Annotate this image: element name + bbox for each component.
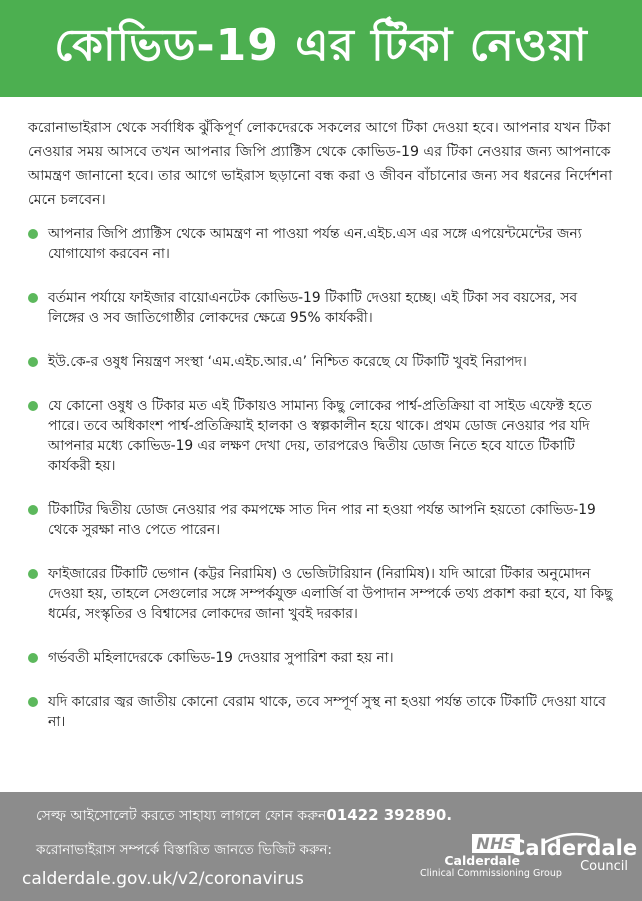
bullet-icon: [28, 697, 38, 707]
list-item: [28, 352, 616, 372]
bullet-icon: [28, 401, 38, 411]
help-text: সেল্ফ আইসোলেট করতে সাহায্য লাগলে ফোন করুন: [36, 808, 327, 824]
list-item-text: টিকাটির দ্বিতীয় ডোজ নেওয়ার পর কমপক্ষে সাত দিন পার না হওয়া পর্যন্ত আপনি হয়তো কোভিড-19 থেকে সুরক্ষা নাও পেতে পারেন।: [48, 502, 596, 538]
bullet-icon: [28, 505, 38, 515]
main-content: [28, 116, 616, 756]
list-item-text: যদি কারোর জ্বর জাতীয় কোনো বেরাম থাকে, তবে সম্পূর্ণ সুস্থ না হওয়া পর্যন্ত তাকে টিকাটি দেওয়া যাবে না।: [48, 694, 606, 730]
info-text: করোনাভাইরাস সম্পর্কে বিস্তারিত জানতে ভিজিট করুন:: [36, 842, 332, 858]
list-item-text: আপনার জিপি প্র্যাক্টিস থেকে আমন্ত্রণ না পাওয়া পর্যন্ত এন.এইচ.এস এর সঙ্গে এপয়েন্টমেন্টের জন্য যোগাযোগ করবেন না।: [48, 226, 582, 262]
bullet-icon: [28, 357, 38, 367]
nhs-ccg-name: Calderdale: [444, 853, 520, 868]
council-subtitle: Council: [580, 859, 628, 874]
title-banner: [0, 0, 642, 97]
bullet-icon: [28, 229, 38, 239]
list-item: [28, 288, 616, 328]
nhs-ccg-logo: [420, 834, 562, 880]
list-item-text: যে কোনো ওষুধ ও টিকার মত এই টিকায়ও সামান্য কিছু লোকের পার্শ্ব-প্রতিক্রিয়া বা সাইড এফেক্ট হতে পারে। তবে অধিকাংশ পার্শ্ব-প্রতিক্রিয়াই হালকা ও স্বল্পকালীন হয়ে থাকে। প্রথম ডোজ নেওয়ার পর যদি আপনার মধ্যে কোভিড-19 এর লক্ষণ দেখা দেয়, তারপরেও দ্বিতীয় ডোজ নিতে হবে যাতে টিকাটি কার্যকরী হয়।: [48, 398, 592, 474]
list-item: [28, 224, 616, 264]
list-item-text: গর্ভবতী মহিলাদেরকে কোভিড-19 দেওয়ার সুপারিশ করা হয় না।: [48, 650, 394, 666]
phone-number[interactable]: 01422 392890.: [326, 806, 453, 824]
page-title: কোভিড-19 এর টিকা নেওয়া: [54, 20, 588, 71]
council-name: Calderdale: [510, 836, 638, 860]
bullet-icon: [28, 569, 38, 579]
bullet-icon: [28, 293, 38, 303]
list-item: [28, 500, 616, 540]
bullet-list: [28, 224, 616, 732]
bullet-icon: [28, 653, 38, 663]
nhs-ccg-subtitle: Clinical Commissioning Group: [420, 868, 562, 879]
website-link[interactable]: calderdale.gov.uk/v2/coronavirus: [22, 869, 304, 889]
nhs-logo-icon: NHS: [472, 834, 520, 853]
calderdale-council-logo: [510, 836, 638, 874]
list-item-text: ফাইজারের টিকাটি ভেগান (কট্টর নিরামিষ) ও ভেজিটারিয়ান (নিরামিষ)। যদি আরো টিকার অনুমোদন দেওয়া হয়, তাহলে সেগুলোর সঙ্গে সম্পর্কযুক্ত এলার্জি বা উপাদান সম্পর্কে তথ্য প্রকাশ করা হবে, যা কিছু ধর্মের, সংস্কৃতির ও বিশ্বাসের লোকদের জানা খুবই দরকার।: [48, 566, 613, 622]
list-item: [28, 396, 616, 476]
footer: [0, 792, 642, 901]
list-item: [28, 692, 616, 732]
list-item: [28, 564, 616, 624]
list-item-text: ইউ.কে-র ওষুধ নিয়ন্ত্রণ সংস্থা ‘এম.এইচ.আর.এ’ নিশ্চিত করেছে যে টিকাটি খুবই নিরাপদ।: [48, 354, 527, 370]
help-line: [36, 804, 452, 828]
list-item-text: বর্তমান পর্যায়ে ফাইজার বায়োএনটেক কোভিড-19 টিকাটি দেওয়া হচ্ছে। এই টিকা সব বয়সের, সব লিঙ্গের ও সব জাতিগোষ্ঠীর লোকদের ক্ষেত্রে 95% কার্যকরী।: [48, 290, 578, 326]
intro-paragraph: করোনাভাইরাস থেকে সর্বাধিক ঝুঁকিপূর্ণ লোকদেরকে সকলের আগে টিকা দেওয়া হবে। আপনার যখন টিকা নেওয়ার সময় আসবে তখন আপনার জিপি প্র্যাক্টিস থেকে কোভিড-19 এর টিকা নেওয়ার জন্য আপনাকে আমন্ত্রণ জানানো হবে। তার আগে ভাইরাস ছড়ানো বন্ধ করা ও জীবন বাঁচানোর জন্য সব ধরনের নির্দেশনা মেনে চলবেন।: [28, 120, 613, 208]
list-item: [28, 648, 616, 668]
